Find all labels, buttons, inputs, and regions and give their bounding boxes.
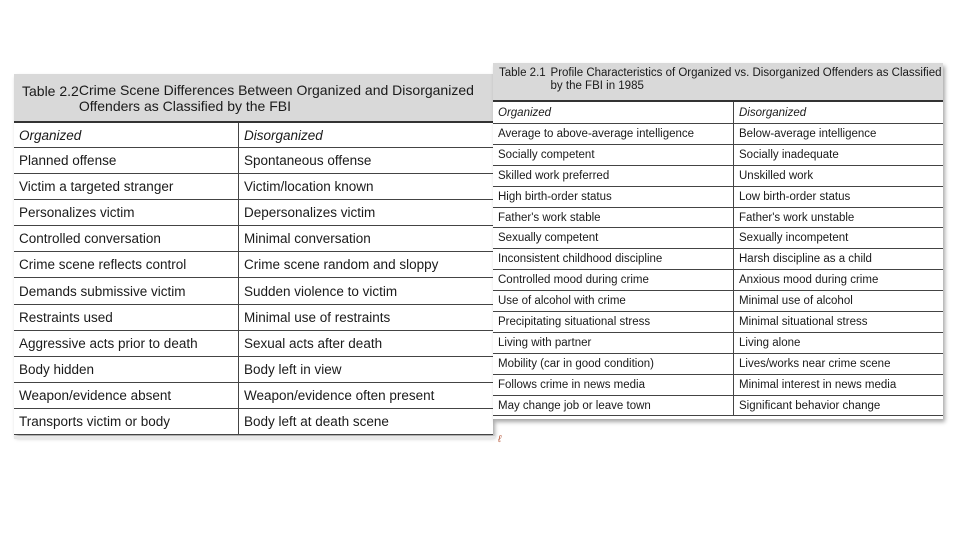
table-row [14, 382, 493, 408]
cell-disorganized: Father's work unstable [734, 207, 944, 228]
table-row [493, 332, 943, 353]
cell-disorganized: Sexual acts after death [239, 330, 494, 356]
crop-edge [14, 436, 495, 439]
cell-organized: Follows crime in news media [493, 374, 734, 395]
table-row [14, 304, 493, 330]
table-row [493, 374, 943, 395]
table-title: Profile Characteristics of Organized vs. Disorganized Offenders as Classified by the FBI in 1985 [550, 67, 942, 92]
cell-organized: Body hidden [14, 356, 239, 382]
table-row [14, 356, 493, 382]
table-row [14, 200, 493, 226]
cell-organized: Demands submissive victim [14, 278, 239, 304]
cell-organized: Mobility (car in good condition) [493, 353, 734, 374]
cell-disorganized: Harsh discipline as a child [734, 249, 944, 270]
cell-organized: Restraints used [14, 304, 239, 330]
table-row [493, 144, 943, 165]
table-body [14, 148, 493, 435]
table-2-2 [14, 74, 493, 435]
table-row [493, 186, 943, 207]
cell-disorganized: Below-average intelligence [734, 124, 944, 145]
cell-disorganized: Significant behavior change [734, 395, 944, 416]
cell-disorganized: Weapon/evidence often present [239, 382, 494, 408]
cell-disorganized: Depersonalizes victim [239, 200, 494, 226]
table-row [493, 353, 943, 374]
table-label: Table 2.1 [499, 67, 546, 79]
cell-disorganized: Low birth-order status [734, 186, 944, 207]
table-row [14, 148, 493, 174]
cell-organized: Sexually competent [493, 228, 734, 249]
cell-disorganized: Sudden violence to victim [239, 278, 494, 304]
table-row [493, 312, 943, 333]
table-header [14, 74, 493, 123]
column-header-organized: Organized [14, 123, 239, 148]
cell-disorganized: Minimal situational stress [734, 312, 944, 333]
stray-mark: ℓ [498, 434, 502, 445]
table-row [493, 395, 943, 416]
cell-organized: Planned offense [14, 148, 239, 174]
column-header-row [14, 123, 493, 148]
cell-disorganized: Minimal use of alcohol [734, 291, 944, 312]
cell-organized: Personalizes victim [14, 200, 239, 226]
table-row [493, 165, 943, 186]
cell-disorganized: Body left in view [239, 356, 494, 382]
column-header-disorganized: Disorganized [734, 102, 944, 124]
table-2-1 [493, 63, 943, 419]
cell-organized: Controlled conversation [14, 226, 239, 252]
table-row [493, 228, 943, 249]
cell-disorganized: Sexually incompetent [734, 228, 944, 249]
cell-organized: Average to above-average intelligence [493, 124, 734, 145]
table-row [14, 278, 493, 304]
table-row [493, 291, 943, 312]
cell-organized: Weapon/evidence absent [14, 382, 239, 408]
cell-organized: Transports victim or body [14, 408, 239, 434]
table-row [493, 249, 943, 270]
cell-disorganized: Minimal conversation [239, 226, 494, 252]
table-row [493, 270, 943, 291]
table-row [14, 174, 493, 200]
table-label: Table 2.2 [22, 83, 79, 99]
data-table [493, 102, 943, 416]
table-row [14, 408, 493, 434]
cell-organized: High birth-order status [493, 186, 734, 207]
table-title: Crime Scene Differences Between Organized and Disorganized Offenders as Classified by the FBI [78, 82, 474, 114]
cell-disorganized: Minimal interest in news media [734, 374, 944, 395]
cell-disorganized: Crime scene random and sloppy [239, 252, 494, 278]
cell-disorganized: Anxious mood during crime [734, 270, 944, 291]
cell-organized: Controlled mood during crime [493, 270, 734, 291]
data-table [14, 123, 493, 435]
cell-organized: Socially competent [493, 144, 734, 165]
column-header-row [493, 102, 943, 124]
cell-organized: Precipitating situational stress [493, 312, 734, 333]
cell-organized: Father's work stable [493, 207, 734, 228]
table-body [493, 124, 943, 416]
cell-disorganized: Socially inadequate [734, 144, 944, 165]
cell-organized: Crime scene reflects control [14, 252, 239, 278]
cell-disorganized: Body left at death scene [239, 408, 494, 434]
column-header-disorganized: Disorganized [239, 123, 494, 148]
cell-disorganized: Spontaneous offense [239, 148, 494, 174]
table-row [14, 252, 493, 278]
cell-organized: May change job or leave town [493, 395, 734, 416]
cell-organized: Victim a targeted stranger [14, 174, 239, 200]
cell-organized: Living with partner [493, 332, 734, 353]
cell-organized: Skilled work preferred [493, 165, 734, 186]
table-header [493, 63, 943, 102]
table-row [493, 124, 943, 145]
cell-organized: Aggressive acts prior to death [14, 330, 239, 356]
cell-organized: Inconsistent childhood discipline [493, 249, 734, 270]
cell-disorganized: Unskilled work [734, 165, 944, 186]
cell-disorganized: Minimal use of restraints [239, 304, 494, 330]
table-row [14, 330, 493, 356]
cell-disorganized: Lives/works near crime scene [734, 353, 944, 374]
table-row [493, 207, 943, 228]
column-header-organized: Organized [493, 102, 734, 124]
cell-organized: Use of alcohol with crime [493, 291, 734, 312]
cell-disorganized: Living alone [734, 332, 944, 353]
table-row [14, 226, 493, 252]
cell-disorganized: Victim/location known [239, 174, 494, 200]
